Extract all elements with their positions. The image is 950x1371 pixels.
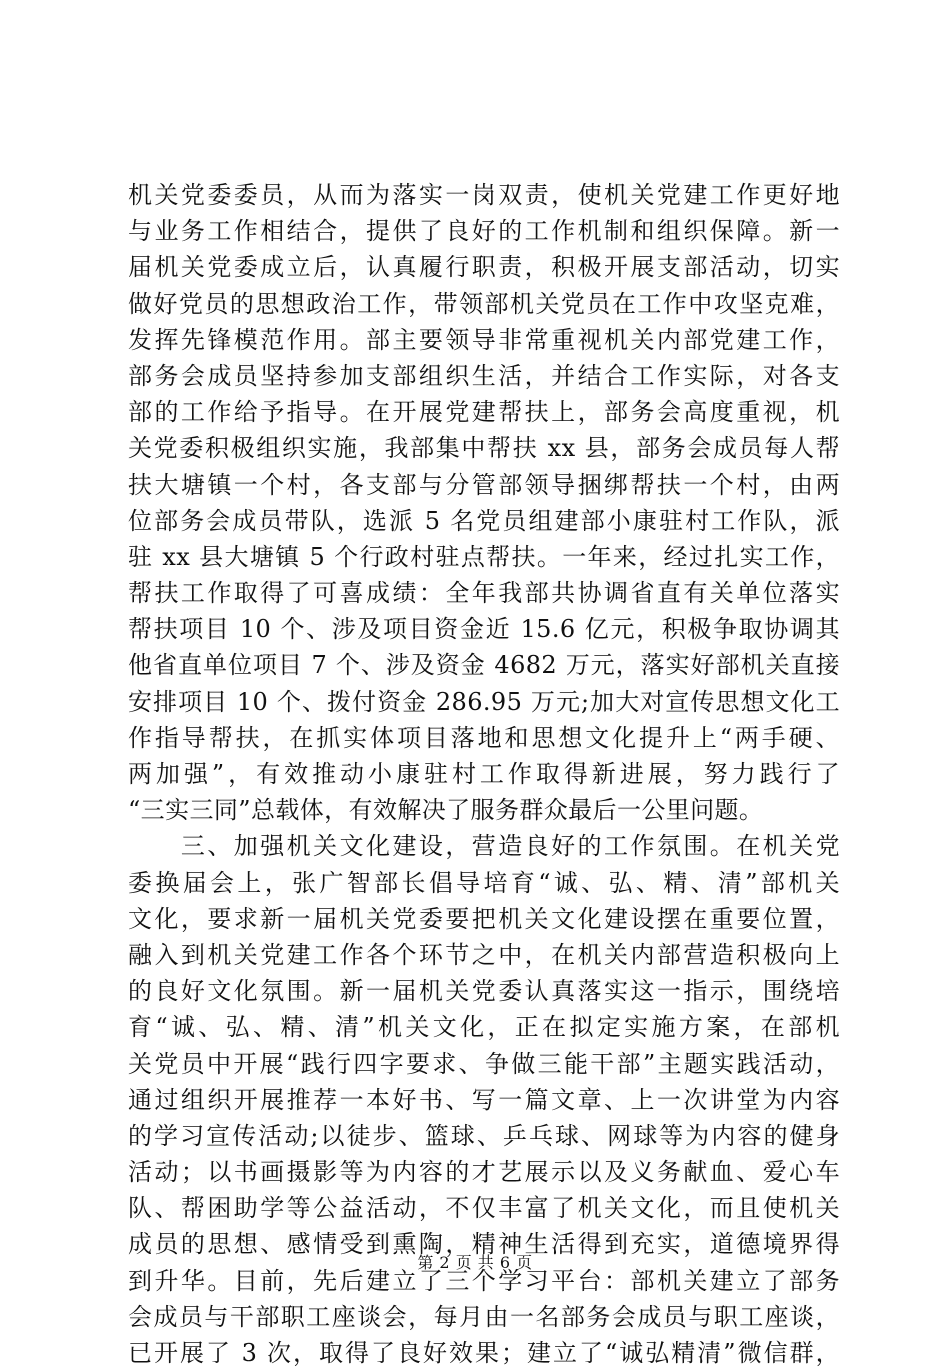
- text-line: 与业务工作相结合，提供了良好的工作机制和组织保障。新一: [128, 217, 840, 246]
- text-line: 机关党委委员，从而为落实一岗双责，使机关党建工作更好地: [128, 181, 840, 209]
- text-line: 驻 xx 县大塘镇 5 个行政村驻点帮扶。一年来，经过扎实工作，: [128, 542, 840, 571]
- text-line: 帮扶项目 10 个、涉及项目资金近 15.6 亿元，积极争取协调其: [128, 615, 840, 644]
- text-line: 关党委积极组织实施，我部集中帮扶 xx 县，部务会成员每人帮: [128, 434, 840, 463]
- text-line: 扶大塘镇一个村，各支部与分管部领导捆绑帮扶一个村，由两: [128, 470, 840, 499]
- text-line: 部务会成员坚持参加支部组织生活，并结合工作实际，对各支: [128, 361, 840, 390]
- text-line: 育“诚、弘、精、清”机关文化，正在拟定实施方案，在部机: [128, 1013, 840, 1042]
- body-text: [128, 177, 840, 1371]
- text-line: 安排项目 10 个、拨付资金 286.95 万元;加大对宣传思想文化工: [128, 687, 840, 716]
- text-line: 融入到机关党建工作各个环节之中，在机关内部营造积极向上: [128, 940, 840, 969]
- text-line: 活动；以书画摄影等为内容的才艺展示以及义务献血、爱心车: [128, 1158, 840, 1187]
- text-line: 他省直单位项目 7 个、涉及资金 4682 万元，落实好部机关直接: [128, 651, 840, 680]
- text-line: 作指导帮扶，在抓实体项目落地和思想文化提升上“两手硬、: [128, 723, 840, 752]
- text-line: 位部务会成员带队，选派 5 名党员组建部小康驻村工作队，派: [128, 506, 840, 535]
- text-line: 已开展了 3 次，取得了良好效果；建立了“诚弘精清”微信群，: [128, 1339, 840, 1367]
- text-line: 会成员与干部职工座谈会，每月由一名部务会成员与职工座谈，: [128, 1302, 840, 1331]
- text-line: 的良好文化氛围。新一届机关党委认真落实这一指示，围绕培: [128, 977, 840, 1006]
- text-line: 部的工作给予指导。在开展党建帮扶上，部务会高度重视，机: [128, 398, 840, 427]
- text-line: 委换届会上，张广智部长倡导培育“诚、弘、精、清”部机关: [128, 868, 840, 897]
- text-line: “三实三同”总载体，有效解决了服务群众最后一公里问题。: [128, 796, 764, 825]
- text-line: 文化，要求新一届机关党委要把机关文化建设摆在重要位置，: [128, 904, 840, 933]
- text-line: 届机关党委成立后，认真履行职责，积极开展支部活动，切实: [128, 253, 840, 282]
- text-line: 队、帮困助学等公益活动，不仅丰富了机关文化，而且使机关: [128, 1194, 840, 1223]
- text-line: 两加强”，有效推动小康驻村工作取得新进展，努力践行了: [128, 760, 840, 788]
- text-line: 到升华。目前，先后建立了三个学习平台：部机关建立了部务: [128, 1266, 840, 1295]
- text-line: 帮扶工作取得了可喜成绩：全年我部共协调省直有关单位落实: [128, 579, 840, 608]
- paragraph-heading-line: 三、加强机关文化建设，营造良好的工作氛围。在机关党: [128, 832, 840, 861]
- text-line: 发挥先锋模范作用。部主要领导非常重视机关内部党建工作，: [128, 325, 840, 354]
- text-line: 做好党员的思想政治工作，带领部机关党员在工作中攻坚克难，: [128, 289, 840, 318]
- text-line: 的学习宣传活动;以徒步、篮球、乒乓球、网球等为内容的健身: [128, 1121, 840, 1150]
- page-number-footer: 第 2 页 共 6 页: [417, 1253, 533, 1272]
- text-line: 关党员中开展“践行四字要求、争做三能干部”主题实践活动，: [128, 1049, 840, 1078]
- text-line: 通过组织开展推荐一本好书、写一篇文章、上一次讲堂为内容: [128, 1085, 840, 1114]
- text-line: 成员的思想、感情受到熏陶，精神生活得到充实，道德境界得: [128, 1230, 840, 1259]
